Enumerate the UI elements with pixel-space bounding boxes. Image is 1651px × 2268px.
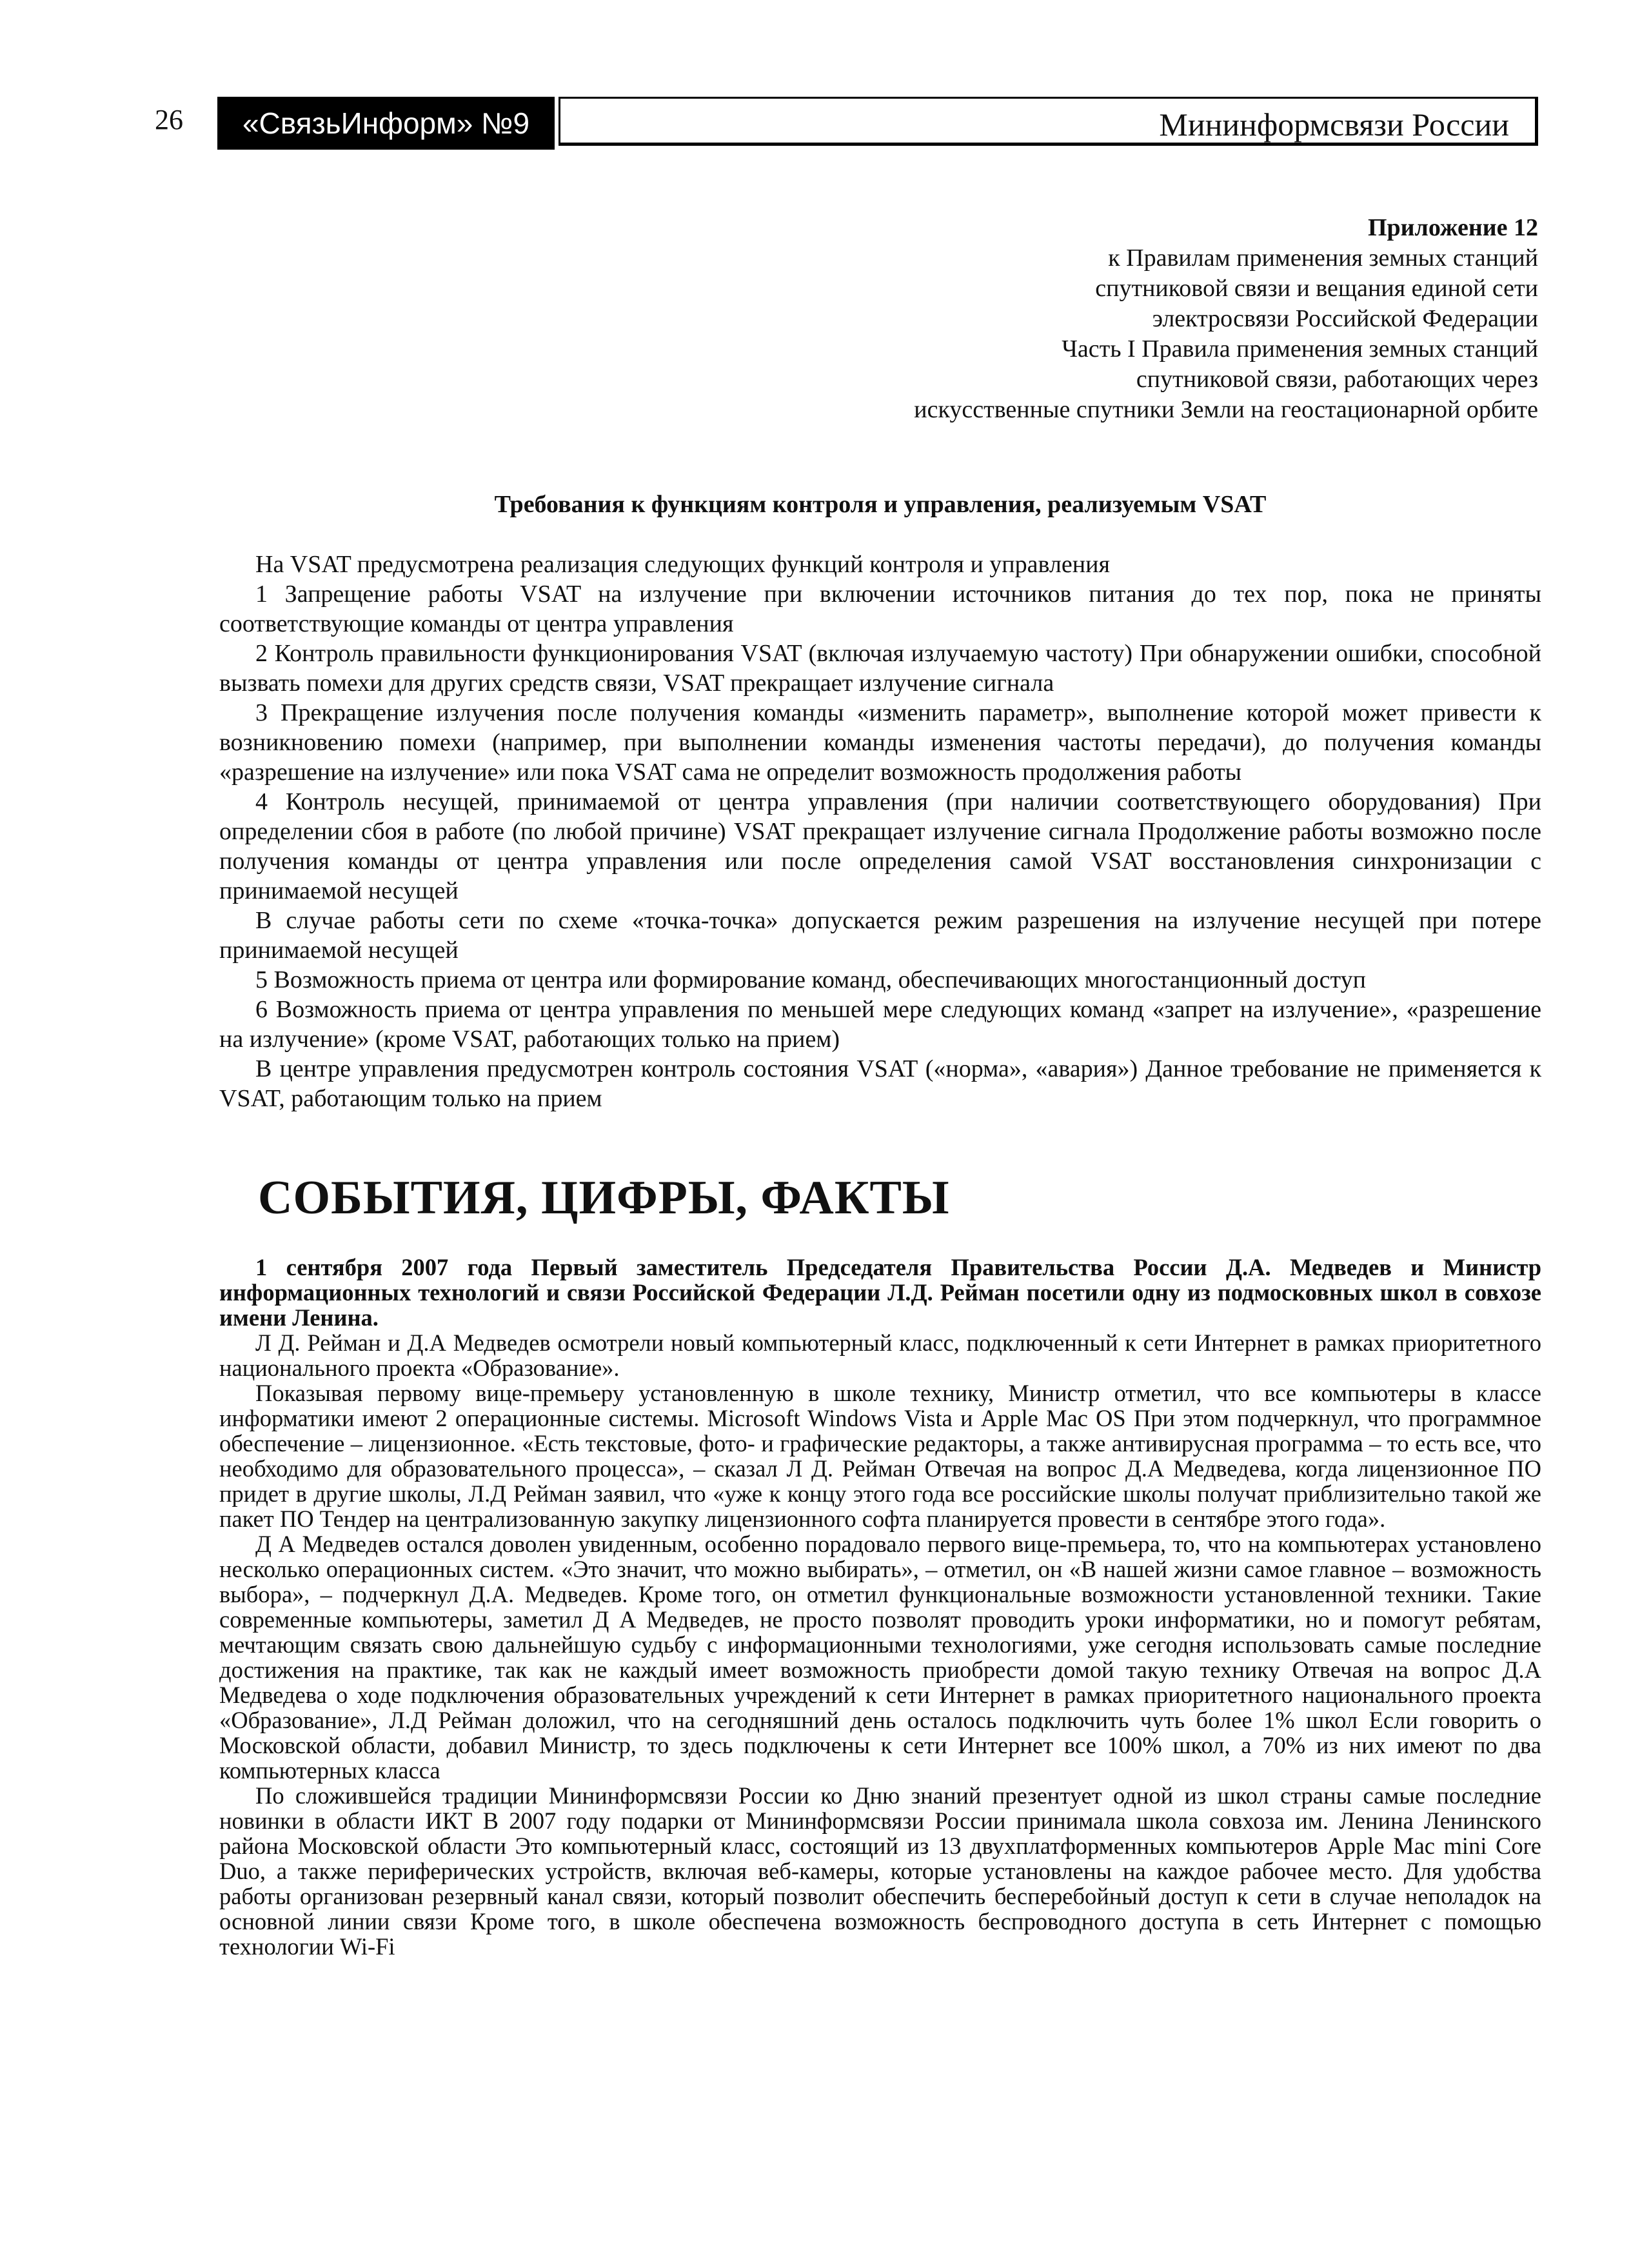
paragraph: По сложившейся традиции Мининформсвязи России ко Дню знаний презентует одной из школ страны самые последние новинки в области ИКТ В 2007 году подарки от Мининформсвязи России принимала школа совхоза им. Ленина Ленинского района Московской области Это компьютерный класс, состоящий из 13 двухплатформенных компьютеров Apple Mac mini Core Duo, а также периферических устройств, включая веб-камеры, которые установлены на каждое рабочее место. Для удобства работы организован резервный канал связи, который позволит обеспечить бесперебойный доступ к сети в случае неполадок на основной линии связи Кроме того, в школе обеспечена возможность беспроводного доступа в сеть Интернет с помощью технологии Wi-Fi [219, 1782, 1541, 1960]
paragraph: В случае работы сети по схеме «точка-точка» допускается режим разрешения на излучение несущей при потере принимаемой несущей [219, 907, 1541, 964]
appendix-line: к Правилам применения земных станций [1108, 244, 1538, 272]
appendix-line: искусственные спутники Земли на геостационарной орбите [914, 396, 1538, 423]
requirements-body [219, 550, 1541, 1113]
page-number: 26 [155, 104, 183, 135]
paragraph: 2 Контроль правильности функционирования VSAT (включая излучаемую частоту) При обнаружении ошибки, способной вызвать помехи для других средств связи, VSAT прекращает излучение сигнала [219, 640, 1541, 697]
paragraph: Л Д. Рейман и Д.А Медведев осмотрели новый компьютерный класс, подключенный к сети Интернет в рамках приоритетного национального проекта «Образование». [219, 1329, 1541, 1381]
paragraph: В центре управления предусмотрен контроль состояния VSAT («норма», «авария») Данное требование не применяется к VSAT, работающим только на прием [219, 1055, 1541, 1112]
requirements-title: Требования к функциям контроля и управления, реализуемым VSAT [494, 491, 1267, 518]
journal-title: «СвязьИнформ» №9 [217, 97, 555, 150]
paragraph: 5 Возможность приема от центра или формирование команд, обеспечивающих многостанционный доступ [255, 966, 1366, 993]
paragraph: На VSAT предусмотрена реализация следующих функций контроля и управления [255, 551, 1110, 578]
appendix-line: электросвязи Российской Федерации [1152, 305, 1538, 332]
ministry-title: Мининформсвязи России [559, 97, 1538, 146]
paragraph: 6 Возможность приема от центра управления по меньшей мере следующих команд «запрет на излучение», «разрешение на излучение» (кроме VSAT, работающих только на прием) [219, 996, 1541, 1053]
appendix-block [709, 213, 1538, 425]
paragraph: Д А Медведев остался доволен увиденным, особенно порадовало первого вице-премьера, то, что на компьютерах установлено несколько операционных систем. «Это значит, что можно выбирать», – отметил, он «В нашей жизни самое главное – возможность выбора», – подчеркнул Д.А. Медведев. Кроме того, он отметил функциональные возможности установленной техники. Такие современные компьютеры, заметил Д А Медведев, не просто позволят проводить уроки информатики, но и помогут ребятам, мечтающим связать свою дальнейшую судьбу с информационными технологиями, уже сегодня использовать самые последние достижения на практике, так как не каждый имеет возможность приобрести домой такую технику Отвечая на вопрос Д.А Медведева о ходе подключения образовательных учреждений к сети Интернет в рамках приоритетного национального проекта «Образование», Л.Д Рейман доложил, что на сегодняшний день осталось подключить чуть более 1% школ Если говорить о Московской области, добавил Министр, то здесь подключены к сети Интернет все 100% школ, а 70% из них имеют по два компьютерных класса [219, 1531, 1541, 1784]
section-title: СОБЫТИЯ, ЦИФРЫ, ФАКТЫ [258, 1171, 950, 1224]
paragraph: 3 Прекращение излучения после получения команды «изменить параметр», выполнение которой может привести к возникновению помехи (например, при выполнении команды изменения частоты передачи), до получения команды «разрешение на излучение» или пока VSAT сама не определит возможность продолжения работы [219, 699, 1541, 786]
paragraph: 1 Запрещение работы VSAT на излучение при включении источников питания до тех пор, пока не приняты соответствующие команды от центра управления [219, 581, 1541, 637]
appendix-line: спутниковой связи и вещания единой сети [1095, 275, 1538, 302]
news-lead: 1 сентября 2007 года Первый заместитель Председателя Правительства России Д.А. Медведев и Министр информационных технологий и связи Российской Федерации Л.Д. Рейман посетили одну из подмосковных школ в совхозе имени Ленина. [219, 1254, 1541, 1331]
appendix-line: Часть I Правила применения земных станций [1062, 335, 1538, 363]
paragraph: 4 Контроль несущей, принимаемой от центра управления (при наличии соответствующего оборудования) При определении сбоя в работе (по любой причине) VSAT прекращает излучение сигнала Продолжение работы возможно после получения команды от центра управления или после определения самой VSAT восстановления синхронизации с принимаемой несущей [219, 788, 1541, 904]
news-body [219, 1255, 1541, 1959]
appendix-line: спутниковой связи, работающих через [1136, 366, 1538, 393]
paragraph: Показывая первому вице-премьеру установленную в школе технику, Министр отметил, что все компьютеры в классе информатики имеют 2 операционные системы. Microsoft Windows Vista и Apple Mac OS При этом подчеркнул, что программное обеспечение – лицензионное. «Есть текстовые, фото- и графические редакторы, а также антивирусная программа – то есть все, что необходимо для образовательного процесса», – сказал Л Д. Рейман Отвечая на вопрос Д.А Медведева, когда лицензионное ПО придет в другие школы, Л.Д Рейман заявил, что «уже к концу этого года все российские школы получат приблизительно такой же пакет ПО Тендер на централизованную закупку лицензионного софта планируется провести в сентябре этого года». [219, 1380, 1541, 1532]
appendix-title: Приложение 12 [1367, 214, 1538, 241]
